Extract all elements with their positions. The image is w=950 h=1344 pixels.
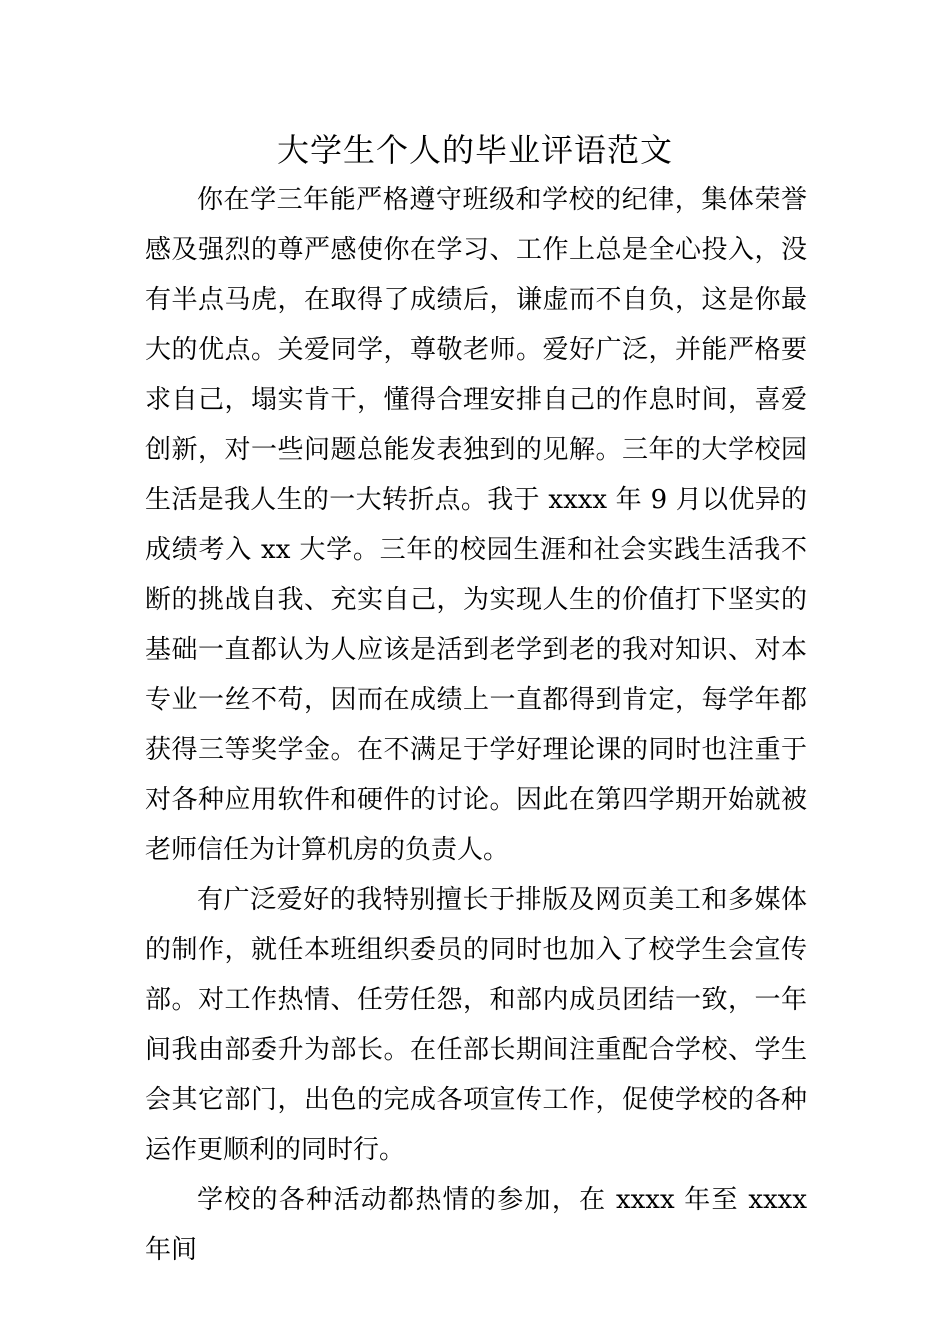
- paragraph: 学校的各种活动都热情的参加，在 xxxx 年至 xxxx 年间: [145, 1185, 807, 1265]
- paragraph: 有广泛爱好的我特别擅长于排版及网页美工和多媒体的制作，就任本班组织委员的同时也加入了校学生会宣传部。对工作热情、任劳任怨，和部内成员团结一致，一年间我由部委升为部长。在任部长期间注重配合学校、学生会其它部门，出色的完成各项宣传工作，促使学校的各种运作更顺利的同时行。: [145, 885, 807, 1165]
- document-body: [145, 175, 807, 1275]
- document-title: 大学生个人的毕业评语范文: [276, 131, 673, 169]
- paragraph: 你在学三年能严格遵守班级和学校的纪律，集体荣誉感及强烈的尊严感使你在学习、工作上总是全心投入，没有半点马虎，在取得了成绩后，谦虚而不自负，这是你最大的优点。关爱同学，尊敬老师。爱好广泛，并能严格要求自己，塌实肯干，懂得合理安排自己的作息时间，喜爱创新，对一些问题总能发表独到的见解。三年的大学校园生活是我人生的一大转折点。我于 xxxx 年 9 月以优异的成绩考入 xx 大学。三年的校园生涯和社会实践生活我不断的挑战自我、充实自己，为实现人生的价值打下坚实的基础一直都认为人应该是活到老学到老的我对知识、对本专业一丝不苟，因而在成绩上一直都得到肯定，每学年都获得三等奖学金。在不满足于学好理论课的同时也注重于对各种应用软件和硬件的讨论。因此在第四学期开始就被老师信任为计算机房的负责人。: [145, 185, 807, 865]
